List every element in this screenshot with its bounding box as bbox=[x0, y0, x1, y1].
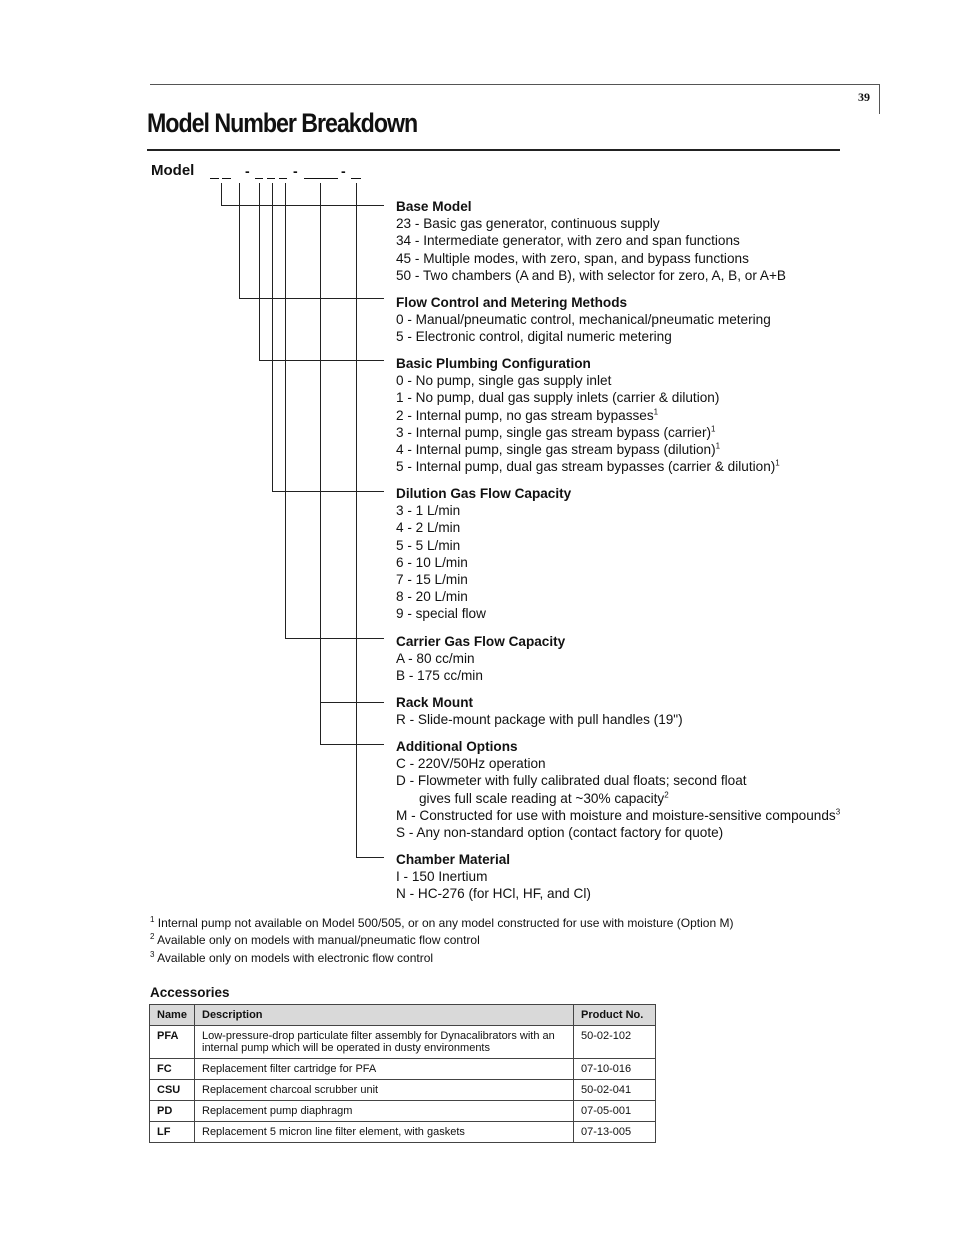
cell-description: Replacement pump diaphragm bbox=[195, 1101, 574, 1122]
cell-name: FC bbox=[150, 1059, 195, 1080]
section-plumbing bbox=[396, 355, 780, 475]
cell-name: LF bbox=[150, 1122, 195, 1143]
option-item: 6 - 10 L/min bbox=[396, 554, 468, 570]
option-item-continuation: gives full scale reading at ~30% capacity$^2$ bbox=[419, 790, 669, 806]
footnote-ref: 3 bbox=[835, 807, 841, 817]
section-base-model bbox=[396, 198, 786, 284]
option-item: 8 - 20 L/min bbox=[396, 589, 468, 605]
option-item: C - 220V/50Hz operation bbox=[396, 756, 546, 772]
table-row bbox=[150, 1080, 656, 1101]
table-row bbox=[150, 1059, 656, 1080]
cell-description: Low-pressure-drop particulate filter assembly for Dynacalibrators with an internal pump which will be operated in dusty environments bbox=[195, 1026, 574, 1059]
section-heading: Carrier Gas Flow Capacity bbox=[396, 634, 566, 649]
option-item: 2 - Internal pump, no gas stream bypasses$^1$ bbox=[396, 407, 659, 423]
section-rack-mount bbox=[396, 694, 683, 728]
option-item: B - 175 cc/min bbox=[396, 668, 483, 684]
option-item: 5 - 5 L/min bbox=[396, 537, 461, 553]
table-row bbox=[150, 1101, 656, 1122]
cell-product: 50-02-041 bbox=[574, 1080, 656, 1101]
section-heading: Chamber Material bbox=[396, 852, 511, 867]
cell-description: Replacement 5 micron line filter element, with gaskets bbox=[195, 1122, 574, 1143]
cell-product: 07-05-001 bbox=[574, 1101, 656, 1122]
cell-name: CSU bbox=[150, 1080, 195, 1101]
footnote-ref: 1 bbox=[775, 458, 780, 468]
section-heading: Additional Options bbox=[396, 739, 518, 754]
column-header: Description bbox=[195, 1005, 574, 1026]
cell-name: PFA bbox=[150, 1026, 195, 1059]
footnote: $^3$ Available only on models with electronic flow control bbox=[150, 950, 434, 965]
section-heading: Flow Control and Metering Methods bbox=[396, 295, 628, 310]
table-header-row bbox=[150, 1005, 656, 1026]
page-title: Model Number Breakdown bbox=[147, 108, 418, 138]
option-item: 9 - special flow bbox=[396, 606, 486, 622]
model-separator: - bbox=[341, 163, 346, 179]
accessories-table bbox=[149, 1004, 656, 1143]
footnote: $^1$ Internal pump not available on Model 500/505, or on any model constructed for use with moisture (Option M) bbox=[150, 915, 734, 930]
column-header: Product No. bbox=[574, 1005, 656, 1026]
option-item: 5 - Electronic control, digital numeric metering bbox=[396, 329, 672, 345]
section-chamber-material bbox=[396, 851, 591, 903]
section-heading: Basic Plumbing Configuration bbox=[396, 356, 591, 371]
section-heading: Base Model bbox=[396, 199, 472, 214]
option-item: 3 - Internal pump, single gas stream bypass (carrier)$^1$ bbox=[396, 424, 716, 440]
model-separator: - bbox=[245, 163, 250, 179]
option-item: D - Flowmeter with fully calibrated dual floats; second float bbox=[396, 773, 747, 789]
cell-description: Replacement filter cartridge for PFA bbox=[195, 1059, 574, 1080]
option-item: 5 - Internal pump, dual gas stream bypasses (carrier & dilution)$^1$ bbox=[396, 458, 780, 475]
option-item: N - HC-276 (for HCl, HF, and Cl) bbox=[396, 886, 591, 902]
option-item: 0 - Manual/pneumatic control, mechanical/pneumatic metering bbox=[396, 312, 771, 328]
option-item: 34 - Intermediate generator, with zero and span functions bbox=[396, 233, 740, 249]
cell-description: Replacement charcoal scrubber unit bbox=[195, 1080, 574, 1101]
option-item: 50 - Two chambers (A and B), with selector for zero, A, B, or A+B bbox=[396, 267, 786, 283]
model-label: Model bbox=[151, 162, 195, 179]
footnote-ref: 2 bbox=[664, 790, 669, 800]
option-item: 7 - 15 L/min bbox=[396, 572, 468, 588]
page-number: 39 bbox=[858, 90, 870, 104]
section-additional-options bbox=[396, 738, 840, 841]
section-flow-control bbox=[396, 294, 771, 346]
option-item: 1 - No pump, dual gas supply inlets (carrier & dilution) bbox=[396, 390, 720, 406]
footnote-ref: 1 bbox=[653, 407, 659, 417]
footnote: $^2$ Available only on models with manual/pneumatic flow control bbox=[150, 932, 480, 947]
section-heading: Dilution Gas Flow Capacity bbox=[396, 486, 572, 501]
section-carrier-flow bbox=[396, 633, 565, 685]
option-item: R - Slide-mount package with pull handles (19") bbox=[396, 712, 683, 728]
option-item: 4 - 2 L/min bbox=[396, 520, 461, 536]
cell-product: 07-13-005 bbox=[574, 1122, 656, 1143]
table-row bbox=[150, 1026, 656, 1059]
option-item: 0 - No pump, single gas supply inlet bbox=[396, 373, 612, 389]
option-item: A - 80 cc/min bbox=[396, 651, 475, 667]
column-header: Name bbox=[150, 1005, 195, 1026]
model-separator: - bbox=[293, 163, 298, 179]
option-item: I - 150 Inertium bbox=[396, 869, 488, 885]
accessories-title: Accessories bbox=[150, 985, 230, 1000]
option-item: 3 - 1 L/min bbox=[396, 503, 461, 519]
cell-product: 50-02-102 bbox=[574, 1026, 656, 1059]
section-heading: Rack Mount bbox=[396, 695, 474, 710]
cell-product: 07-10-016 bbox=[574, 1059, 656, 1080]
footnote-ref: 1 bbox=[715, 441, 721, 451]
option-item: 4 - Internal pump, single gas stream bypass (dilution)$^1$ bbox=[396, 441, 721, 458]
option-item: 45 - Multiple modes, with zero, span, and bypass functions bbox=[396, 250, 749, 266]
option-item: 23 - Basic gas generator, continuous supply bbox=[396, 216, 660, 232]
cell-name: PD bbox=[150, 1101, 195, 1122]
footnote-ref: 1 bbox=[711, 424, 716, 434]
table-row bbox=[150, 1122, 656, 1143]
section-dilution-flow bbox=[396, 485, 571, 623]
option-item: M - Constructed for use with moisture and moisture-sensitive compounds$^3$ bbox=[396, 807, 841, 823]
option-item: S - Any non-standard option (contact factory for quote) bbox=[396, 825, 724, 841]
